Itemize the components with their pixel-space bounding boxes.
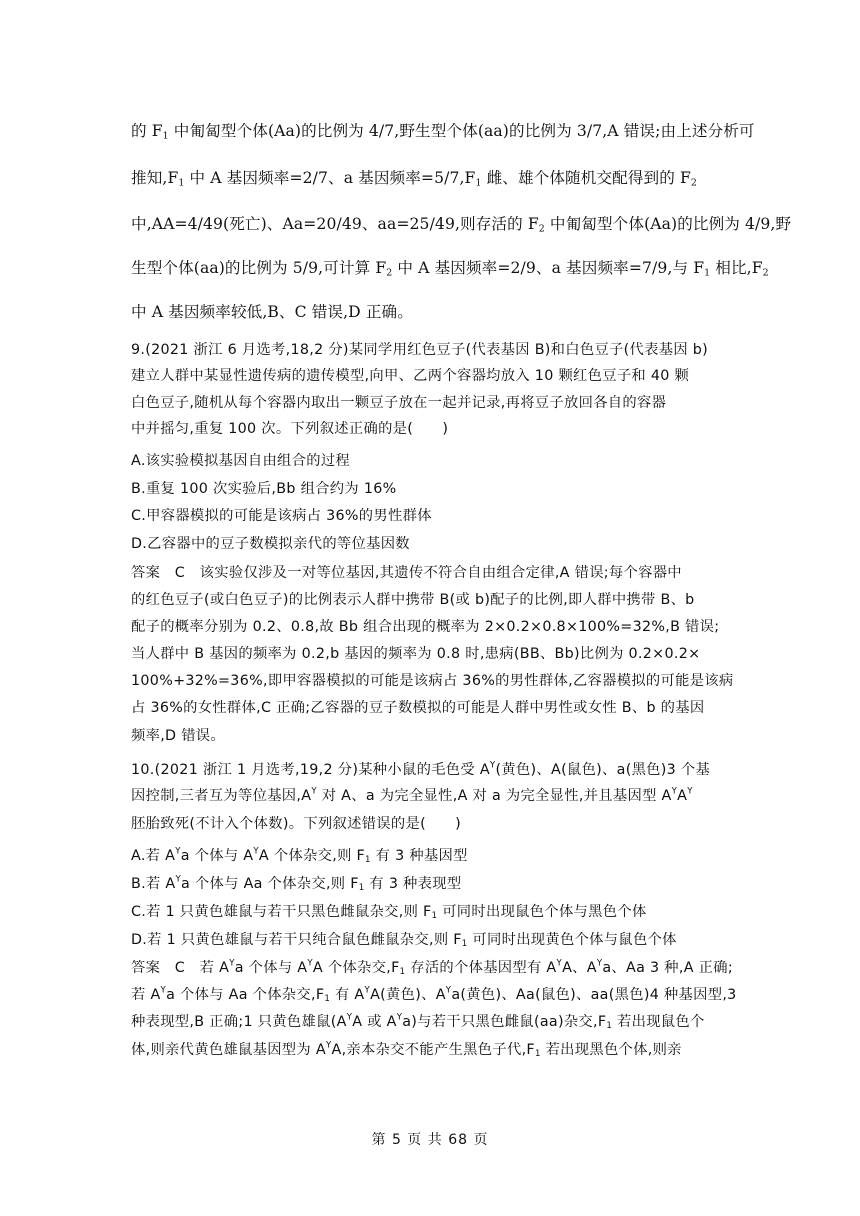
question-10-answer: 若 $A^Ya$ 个体与 Aa 个体杂交$,F_1$ 有 $A^YA$(黄色)、$A^Ya$(黄色)、Aa(鼠色)、aa(黑色)4 种基因型,3 bbox=[131, 985, 737, 1005]
text-line: 的 $F_1$ 中匍匐型个体(Aa)的比例为 4/7,野生型个体(aa)的比例为 3/7,A 错误;由上述分析可 bbox=[131, 122, 755, 142]
text-line: 中,AA=4/49(死亡)、Aa=20/49、aa=25/49,则存活的 $F_2$ 中匍匐型个体(Aa)的比例为 4/9,野 bbox=[131, 215, 792, 235]
question-10-stem: 因控制,三者互为等位基因$,A^Y$ 对 A、a 为完全显性,A 对 a 为完全显性,并且基因型 $A^YA^Y$ bbox=[131, 786, 693, 804]
text-line: 中 A 基因频率较低,B、C 错误,D 正确。 bbox=[131, 303, 413, 321]
question-9-answer: 当人群中 B 基因的频率为 0.2,b 基因的频率为 0.8 时,患病(BB、Bb)比例为 0.2×0.2× bbox=[131, 646, 701, 662]
question-10-option-a: A.若 $A^Ya$ 个体与 $A^YA$ 个体杂交,则 $F_1$ 有 3 种基因型 bbox=[131, 846, 468, 866]
question-9-answer: 的红色豆子(或白色豆子)的比例表示人群中携带 B(或 b)配子的比例,即人群中携带 B、b bbox=[131, 592, 695, 608]
question-9-option-d: D.乙容器中的豆子数模拟亲代的等位基因数 bbox=[131, 536, 410, 552]
question-9-option-b: B.重复 100 次实验后,Bb 组合约为 16% bbox=[131, 481, 397, 497]
page-footer: 第 5 页 共 68 页 bbox=[371, 1132, 489, 1148]
question-9-answer: 频率,D 错误。 bbox=[131, 728, 225, 744]
question-9-stem: 建立人群中某显性遗传病的遗传模型,向甲、乙两个容器均放入 10 颗红色豆子和 40 颗 bbox=[131, 368, 690, 384]
question-9-stem: 白色豆子,随机从每个容器内取出一颗豆子放在一起并记录,再将豆子放回各自的容器 bbox=[131, 395, 667, 411]
question-10-option-c: C.若 1 只黄色雄鼠与若干只黑色雌鼠杂交,则 $F_1$ 可同时出现鼠色个体与黑色个体 bbox=[131, 904, 647, 922]
question-9-answer: 答案 C 该实验仅涉及一对等位基因,其遗传不符合自由组合定律,A 错误;每个容器中 bbox=[131, 565, 682, 581]
question-10-stem: 10.(2021 浙江 1 月选考,19,2 分)某种小鼠的毛色受 $A^Y$(黄色)、A(鼠色)、a(黑色)3 个基 bbox=[131, 760, 711, 778]
question-10-answer: 答案 C 若 $A^Ya$ 个体与 $A^YA$ 个体杂交$,F_1$ 存活的个体基因型有 $A^YA$、$A^Ya$、Aa 3 种,A 正确; bbox=[131, 958, 733, 978]
question-10-answer: 体,则亲代黄色雄鼠基因型为 $A^YA$,亲本杂交不能产生黑色子代$,F_1$ 若出现黑色个体,则亲 bbox=[131, 1040, 682, 1060]
text-line: 推知$,F_1$ 中 A 基因频率=2/7、a 基因频率$=5/7,F_1$ 雌、雄个体随机交配得到的 $F_2$ bbox=[131, 169, 697, 189]
question-9-answer: 100%+32%=36%,即甲容器模拟的可能是该病占 36%的男性群体,乙容器模拟的可能是该病 bbox=[131, 673, 734, 689]
question-10-option-b: B.若 $A^Ya$ 个体与 Aa 个体杂交,则 $F_1$ 有 3 种表现型 bbox=[131, 874, 462, 894]
question-10-option-d: D.若 1 只黄色雄鼠与若干只纯合鼠色雌鼠杂交,则 $F_1$ 可同时出现黄色个体与鼠色个体 bbox=[131, 932, 677, 950]
text-line: 生型个体(aa)的比例为 5/9,可计算 $F_2$ 中 A 基因频率=2/9、a 基因频率=7/9,与 $F_1$ 相比$,F_2$ bbox=[131, 259, 769, 279]
question-9-stem: 9.(2021 浙江 6 月选考,18,2 分)某同学用红色豆子(代表基因 B)和白色豆子(代表基因 b) bbox=[131, 342, 709, 358]
question-10-stem: 胚胎致死(不计入个体数)。下列叙述错误的是( ) bbox=[131, 816, 462, 832]
question-10-answer: 种表现型,B 正确;1 只黄色雄鼠($A^YA$ 或 $A^Ya$)与若干只黑色雌鼠(aa)杂交$,F_1$ 若出现鼠色个 bbox=[131, 1012, 705, 1032]
question-9-stem: 中并摇匀,重复 100 次。下列叙述正确的是( ) bbox=[131, 421, 449, 437]
question-9-option-a: A.该实验模拟基因自由组合的过程 bbox=[131, 453, 351, 469]
question-9-answer: 配子的概率分别为 0.2、0.8,故 Bb 组合出现的概率为 2×0.2×0.8×100%=32%,B 错误; bbox=[131, 619, 720, 635]
question-9-option-c: C.甲容器模拟的可能是该病占 36%的男性群体 bbox=[131, 508, 432, 524]
question-9-answer: 占 36%的女性群体,C 正确;乙容器的豆子数模拟的可能是人群中男性或女性 B、b 的基因 bbox=[131, 700, 705, 716]
